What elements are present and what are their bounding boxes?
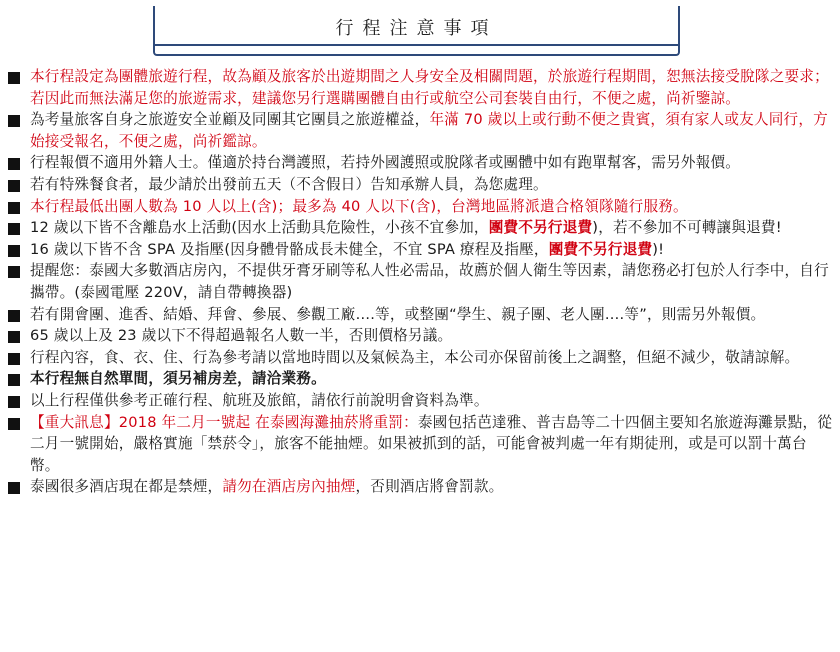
list-item (8, 109, 834, 152)
list-item-text (30, 109, 834, 152)
list-item (8, 325, 834, 347)
list-item (8, 239, 834, 261)
text-segment: 65 歲以上及 23 歲以下不得超過報名人數一半，否則價格另議。 (30, 327, 453, 345)
list-item (8, 476, 834, 498)
list-item-text (30, 152, 834, 174)
list-item-text (30, 304, 834, 326)
page-title: 行程注意事項 (335, 18, 498, 39)
text-segment: 本行程最低出團人數為 10 人以上(含)；最多為 40 人以下(含)，台灣地區將派遣合格領隊隨行服務。 (30, 197, 688, 215)
square-bullet-icon (8, 396, 20, 408)
text-segment: 年滿 70 歲以上或行動不便之貴賓，須有家人或友人同行，方始接受報名，不便之處，尚祈鑑諒。 (30, 111, 828, 150)
text-segment: 【重大訊息】2018 年二月一號起 在泰國海灘抽菸將重罰： (30, 413, 418, 431)
square-bullet-icon (8, 374, 20, 386)
list-item-text (30, 196, 834, 218)
square-bullet-icon (8, 353, 20, 365)
list-item (8, 412, 834, 477)
square-bullet-icon (8, 72, 20, 84)
list-item (8, 368, 834, 390)
list-item (8, 217, 834, 239)
notice-list (8, 66, 834, 498)
square-bullet-icon (8, 115, 20, 127)
text-segment: 團費不另行退費 (488, 219, 593, 237)
list-item-text (30, 368, 834, 390)
list-item (8, 196, 834, 218)
list-item-text (30, 174, 834, 196)
square-bullet-icon (8, 331, 20, 343)
list-item-text (30, 412, 834, 477)
list-item (8, 66, 834, 109)
list-item (8, 152, 834, 174)
square-bullet-icon (8, 310, 20, 322)
text-segment: 請勿在酒店房內抽煙 (222, 478, 356, 496)
text-segment: 若有特殊餐食者，最少請於出發前五天（不含假日）告知承辦人員，為您處理。 (30, 175, 548, 193)
list-item-text (30, 239, 834, 261)
text-segment: 行程報價不適用外籍人士。僅適於持台灣護照，若持外國護照或脫隊者或團體中如有跑單幫客，需另外報價。 (30, 154, 741, 172)
text-segment: 為考量旅客自身之旅遊安全並顧及同團其它團員之旅遊權益， (30, 111, 430, 129)
text-segment: 泰國包括芭達雅、普吉島等二十四個主要知名旅遊海灘景點，從二月一號開始，嚴格實施「禁菸令」，旅客不能抽煙。如果被抓到的話，可能會被判處一年有期徒刑，或是可以罰十萬台幣。 (30, 413, 833, 474)
list-item-text (30, 347, 834, 369)
text-segment: 以上行程僅供參考正確行程、航班及旅館，請依行前說明會資料為準。 (30, 391, 489, 409)
list-item-text (30, 66, 834, 109)
square-bullet-icon (8, 482, 20, 494)
text-segment: 16 歲以下皆不含 SPA 及指壓(因身體骨骼成長未健全，不宜 SPA 療程及指壓， (30, 240, 549, 258)
square-bullet-icon (8, 202, 20, 214)
text-segment: ，否則酒店將會罰款。 (355, 478, 504, 496)
text-segment: 12 歲以下皆不含離島水上活動(因水上活動具危險性，小孩不宜參加， (30, 219, 489, 237)
square-bullet-icon (8, 245, 20, 257)
title-banner (153, 6, 680, 56)
text-segment: 本行程設定為團體旅遊行程，故為顧及旅客於出遊期間之人身安全及相關問題，於旅遊行程期間，恕無法接受脫隊之要求；若因此而無法滿足您的旅遊需求，建議您另行選購團體自由行或航空公司套裝自由行，不便之處，尚祈鑒諒。 (30, 68, 829, 107)
list-item (8, 347, 834, 369)
square-bullet-icon (8, 180, 20, 192)
square-bullet-icon (8, 223, 20, 235)
text-segment: )! (652, 240, 665, 258)
text-segment: )，若不參加不可轉讓與退費! (592, 219, 782, 237)
list-item (8, 390, 834, 412)
list-item (8, 174, 834, 196)
square-bullet-icon (8, 158, 20, 170)
text-segment: 若有開會團、進香、結婚、拜會、參展、參觀工廠….等，或整團“學生、親子團、老人團….等”，則需另外報價。 (30, 305, 766, 323)
list-item-text (30, 325, 834, 347)
square-bullet-icon (8, 266, 20, 278)
text-segment: 團費不另行退費 (548, 240, 653, 258)
square-bullet-icon (8, 418, 20, 430)
text-segment: 本行程無自然單間，須另補房差，請洽業務。 (30, 370, 326, 388)
list-item-text (30, 390, 834, 412)
list-item-text (30, 217, 834, 239)
text-segment: 提醒您：泰國大多數酒店房內，不提供牙膏牙刷等私人性必需品，故薦於個人衛生等因素，請您務必打包於人行李中，自行攜帶。(泰國電壓 220V，請自帶轉換器) (30, 262, 829, 301)
list-item (8, 260, 834, 303)
list-item-text (30, 260, 834, 303)
text-segment: 泰國很多酒店現在都是禁煙， (30, 478, 223, 496)
list-item-text (30, 476, 834, 498)
list-item (8, 304, 834, 326)
text-segment: 行程內容，食、衣、住、行為參考請以當地時間以及氣候為主，本公司亦保留前後上之調整，但絕不減少，敬請諒解。 (30, 348, 800, 366)
